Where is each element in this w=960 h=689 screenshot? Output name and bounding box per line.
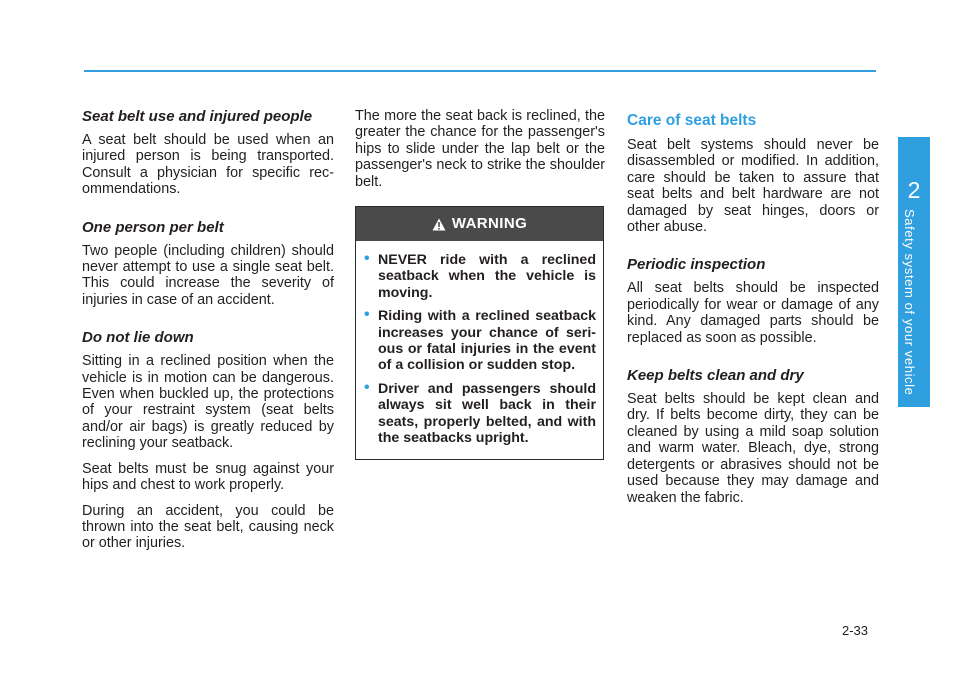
paragraph-reclined-position: Sitting in a reclined position when the vehicle is in motion can be dangerous. Even when buckled up, the protections of your restraint system (seat belts and/or air bags) is greatly reduced by reclining your seatback. [82, 353, 334, 452]
warning-item: • NEVER ride with a reclined seatback when the vehicle is moving. [364, 250, 596, 301]
chapter-number: 2 [907, 177, 921, 203]
column-left [82, 108, 334, 561]
paragraph-periodic-inspection: All seat belts should be inspected periodically for wear or damage of any kind. Any damaged parts should be replaced as soon as possible. [627, 280, 879, 346]
warning-box [355, 206, 604, 459]
bullet-icon: • [364, 250, 370, 268]
heading-periodic-inspection: Periodic inspection [627, 256, 766, 274]
paragraph-seatback-reclined: The more the seat back is reclined, the greater the chance for the passenger's hips to slide under the lap belt or the passenger's neck to strike the shoulder belt. [355, 108, 605, 190]
paragraph-snug-belts: Seat belts must be snug against your hips and chest to work properly. [82, 460, 334, 494]
paragraph-injured-people: A seat belt should be used when an injured person is being transported. Consult a physician for specific recommendations. [82, 132, 334, 198]
paragraph-one-person-per-belt: Two people (including children) should never attempt to use a single seat belt. This could increase the severity of injuries in case of an accident. [82, 242, 334, 308]
heading-injured-people: Seat belt use and injured people [82, 108, 313, 125]
warning-title: WARNING [451, 214, 528, 232]
heading-keep-belts-clean: Keep belts clean and dry [627, 367, 804, 385]
bullet-icon: • [364, 306, 370, 324]
page-number: 2-33 [842, 623, 869, 638]
chapter-title: Safety system of your vehicle [902, 209, 917, 396]
warning-triangle-icon [432, 218, 446, 231]
warning-item: • Driver and passengers should always sit well back in their seats, properly belted, and with the seatbacks upright. [364, 378, 596, 447]
chapter-side-tab [898, 137, 930, 407]
paragraph-accident: During an accident, you could be thrown into the seat belt, causing neck or other injuries. [82, 502, 334, 552]
column-right [627, 108, 879, 515]
warning-header [356, 207, 603, 241]
warning-list [356, 241, 603, 458]
paragraph-keep-belts-clean: Seat belts should be kept clean and dry. If belts become dirty, they can be cleaned by using a mild soap solution and warm water. Bleach, dye, strong detergents or abrasives should not be used because they may damage and weaken the fabric. [627, 391, 879, 506]
paragraph-care: Seat belt systems should never be disassembled or modified. In addition, care should be taken to assure that seat belts and belt hardware are not damaged by seat hinges, doors or other abuse. [627, 137, 879, 236]
heading-one-person-per-belt: One person per belt [82, 218, 224, 236]
bullet-icon: • [364, 378, 370, 396]
heading-do-not-lie-down: Do not lie down [82, 329, 194, 347]
warning-item: • Riding with a reclined seatback increases your chance of serious or fatal injuries in the event of a collision or sudden stop. [364, 306, 596, 374]
column-middle [355, 108, 605, 460]
heading-care-of-seat-belts: Care of seat belts [627, 112, 757, 129]
header-rule [84, 70, 876, 72]
